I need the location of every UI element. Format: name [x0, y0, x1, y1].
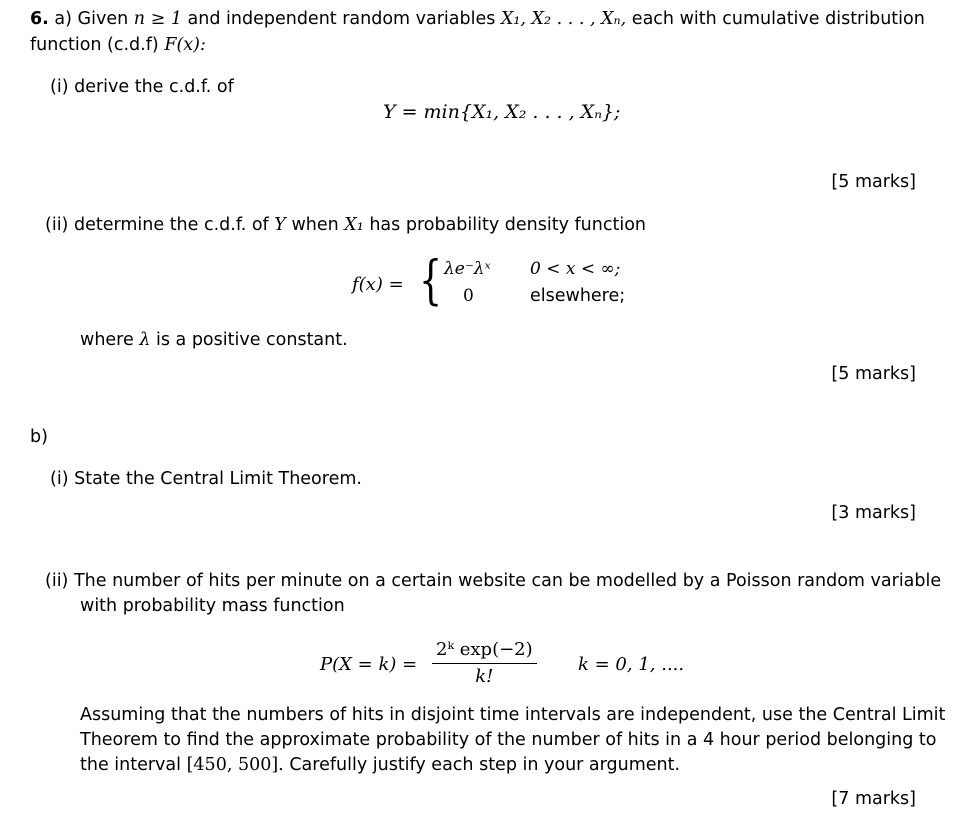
intro-math-vars: X₁, X₂ . . . , Xₙ, — [500, 9, 627, 29]
part-a-ii — [45, 213, 646, 238]
b-i-marks: [3 marks] — [831, 503, 916, 523]
question-number: 6. — [30, 9, 49, 29]
pdf-case1-value: λe⁻λˣ — [444, 259, 491, 279]
a-i-label: (i) — [50, 77, 69, 97]
a-ii-where — [80, 328, 348, 353]
intro-math-n: n ≥ 1 — [133, 9, 182, 29]
b-ii-label: (ii) — [45, 571, 69, 591]
question-intro-line2 — [30, 33, 206, 58]
intro-text-2: and independent random variables — [187, 9, 496, 29]
pdf-brace: { — [418, 251, 443, 311]
a-ii-text-2: when — [291, 215, 339, 235]
pmf-fraction — [432, 637, 537, 690]
pmf-lhs: P(X = k) = — [320, 654, 418, 675]
b-ii-para-line1: Assuming that the numbers of hits in disjoint time intervals are independent, use the Central Limit — [80, 705, 946, 725]
b-i-label: (i) — [50, 469, 69, 489]
pmf-numerator: 2ᵏ exp(−2) — [432, 637, 537, 664]
part-b-ii — [45, 569, 941, 594]
b-ii-interval: [450, 500]. — [186, 755, 284, 775]
a-i-text: derive the c.d.f. of — [74, 77, 234, 97]
b-ii-text-line2: with probability mass function — [80, 596, 345, 616]
pdf-case2-condition: elsewhere; — [530, 286, 626, 306]
b-ii-para-line3 — [80, 753, 680, 778]
a-ii-text-3: has probability density function — [369, 215, 646, 235]
intro-text-1: Given — [77, 9, 129, 29]
question-intro-line1 — [30, 7, 925, 32]
a-i-formula: Y = min{X₁, X₂ . . . , Xₙ}; — [383, 101, 621, 123]
a-ii-where-1: where — [80, 330, 134, 350]
a-ii-marks: [5 marks] — [831, 364, 916, 384]
b-ii-marks: [7 marks] — [831, 789, 916, 809]
a-ii-math-y: Y — [274, 215, 286, 235]
b-ii-para-line3-a: the interval — [80, 755, 182, 775]
part-a-label: a) — [54, 9, 72, 29]
a-i-marks: [5 marks] — [831, 172, 916, 192]
pmf-range: k = 0, 1, .... — [578, 654, 685, 675]
intro-line2-math: F(x): — [164, 35, 206, 55]
pmf-denominator: k! — [475, 666, 494, 687]
a-ii-text-1: determine the c.d.f. of — [73, 215, 269, 235]
a-ii-where-2: is a positive constant. — [156, 330, 348, 350]
intro-text-3: each with cumulative distribution — [631, 9, 925, 29]
pdf-lhs: f(x) = — [352, 274, 404, 295]
pdf-case2-value: 0 — [463, 286, 474, 306]
a-ii-where-lambda: λ — [139, 330, 151, 350]
part-b-label: b) — [30, 427, 48, 447]
b-ii-text-line1: The number of hits per minute on a certain website can be modelled by a Poisson random variable — [73, 571, 942, 591]
a-ii-label: (ii) — [45, 215, 69, 235]
b-ii-para-line2: Theorem to find the approximate probability of the number of hits in a 4 hour period belonging to — [80, 730, 937, 750]
intro-line2-text: function (c.d.f) — [30, 35, 159, 55]
part-a-i — [50, 75, 234, 100]
b-i-text: State the Central Limit Theorem. — [74, 469, 362, 489]
a-ii-math-x1: X₁ — [344, 215, 364, 235]
b-ii-para-line3-b: Carefully justify each step in your argument. — [289, 755, 681, 775]
pdf-case1-condition: 0 < x < ∞; — [530, 259, 621, 279]
part-b-i — [50, 467, 362, 492]
